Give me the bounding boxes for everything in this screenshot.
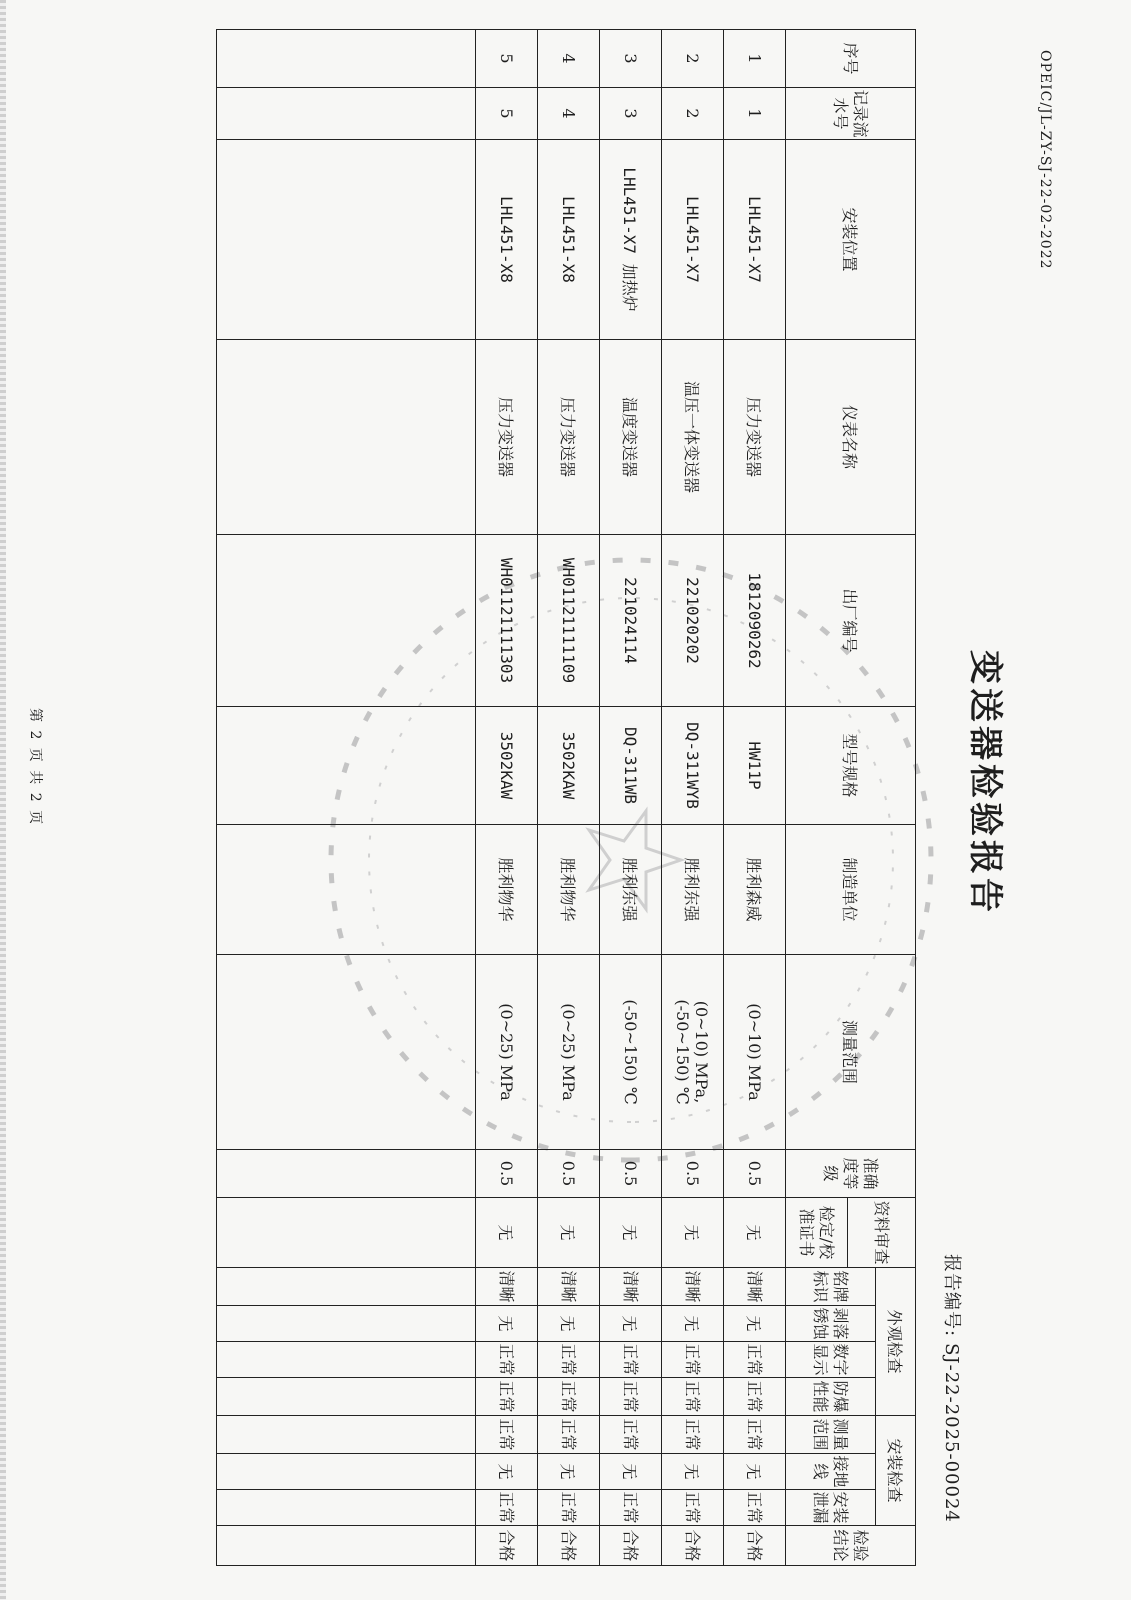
cell-leak: 正常 bbox=[538, 1490, 600, 1526]
report-title: 变送器检验报告 bbox=[965, 650, 1005, 916]
header-doc-review: 资料审查 bbox=[848, 1198, 916, 1268]
cell-location: LHL451-X8 bbox=[476, 140, 538, 340]
report-number-value: SJ-22-2025-00024 bbox=[941, 1343, 962, 1523]
cell-range bbox=[662, 955, 724, 1150]
range-line: (-50~150) ℃ bbox=[621, 999, 640, 1105]
cell-record-no: 1 bbox=[724, 88, 786, 140]
cell-model: 3502KAW bbox=[538, 707, 600, 825]
cell-serial-no: 221024114 bbox=[600, 535, 662, 707]
cell-certificate: 无 bbox=[476, 1198, 538, 1268]
cell-location: LHL451-X7 bbox=[662, 140, 724, 340]
cell-certificate: 无 bbox=[538, 1198, 600, 1268]
inspection-table bbox=[216, 29, 916, 1566]
header-nameplate: 铭牌标识 bbox=[786, 1268, 876, 1306]
cell-display: 正常 bbox=[538, 1342, 600, 1378]
header-leak: 安装泄漏 bbox=[786, 1490, 876, 1526]
cell-display: 正常 bbox=[662, 1342, 724, 1378]
cell-manufacturer: 胜利东强 bbox=[600, 825, 662, 955]
cell-manufacturer: 胜利东强 bbox=[662, 825, 724, 955]
cell-seq: 2 bbox=[662, 30, 724, 88]
cell-leak: 正常 bbox=[724, 1490, 786, 1526]
cell-display: 正常 bbox=[476, 1342, 538, 1378]
cell-corrosion: 无 bbox=[476, 1306, 538, 1342]
table-row bbox=[538, 30, 600, 1566]
cell-serial-no: WH01121111109 bbox=[538, 535, 600, 707]
cell-leak: 正常 bbox=[600, 1490, 662, 1526]
cell-ground: 无 bbox=[476, 1454, 538, 1490]
header-serial-no: 出厂编号 bbox=[786, 535, 916, 707]
header-certificate: 检定/校准证书 bbox=[786, 1198, 848, 1268]
header-model: 型号规格 bbox=[786, 707, 916, 825]
header-location: 安装位置 bbox=[786, 140, 916, 340]
cell-manufacturer: 胜利物华 bbox=[476, 825, 538, 955]
header-appearance: 外观检查 bbox=[876, 1268, 916, 1416]
document-code: OPEIC/JL-ZY-SJ-22-02-2022 bbox=[1037, 50, 1053, 270]
report-number-label: 报告编号: bbox=[941, 1254, 962, 1338]
table-row bbox=[662, 30, 724, 1566]
cell-model: DQ-311WB bbox=[600, 707, 662, 825]
table-empty-area bbox=[217, 30, 476, 1566]
cell-record-no: 4 bbox=[538, 88, 600, 140]
report-number bbox=[940, 1248, 966, 1523]
cell-instrument-name: 压力变送器 bbox=[724, 340, 786, 535]
header-accuracy: 准确度等级 bbox=[786, 1150, 916, 1198]
cell-seq: 3 bbox=[600, 30, 662, 88]
cell-nameplate: 清晰 bbox=[662, 1268, 724, 1306]
cell-meas-range: 正常 bbox=[476, 1416, 538, 1454]
range-line: (0~10) MPa bbox=[745, 1003, 764, 1101]
cell-meas-range: 正常 bbox=[724, 1416, 786, 1454]
cell-accuracy: 0.5 bbox=[724, 1150, 786, 1198]
range-line: (0~10) MPa, bbox=[692, 1000, 712, 1104]
header-seq: 序号 bbox=[786, 30, 916, 88]
cell-display: 正常 bbox=[724, 1342, 786, 1378]
header-meas-range: 测量范围 bbox=[786, 1416, 876, 1454]
cell-serial-no: 1812090262 bbox=[724, 535, 786, 707]
cell-conclusion: 合格 bbox=[538, 1526, 600, 1566]
cell-seq: 5 bbox=[476, 30, 538, 88]
range-line: (0~25) MPa bbox=[497, 1003, 516, 1101]
cell-leak: 正常 bbox=[476, 1490, 538, 1526]
header-explosion: 防爆性能 bbox=[786, 1378, 876, 1416]
cell-conclusion: 合格 bbox=[724, 1526, 786, 1566]
cell-range bbox=[476, 955, 538, 1150]
cell-seq: 1 bbox=[724, 30, 786, 88]
cell-conclusion: 合格 bbox=[662, 1526, 724, 1566]
cell-explosion: 正常 bbox=[662, 1378, 724, 1416]
page-footer: 第 2 页 共 2 页 bbox=[27, 708, 43, 827]
cell-instrument-name: 压力变送器 bbox=[476, 340, 538, 535]
cell-corrosion: 无 bbox=[538, 1306, 600, 1342]
cell-conclusion: 合格 bbox=[476, 1526, 538, 1566]
cell-corrosion: 无 bbox=[600, 1306, 662, 1342]
cell-accuracy: 0.5 bbox=[476, 1150, 538, 1198]
cell-corrosion: 无 bbox=[724, 1306, 786, 1342]
cell-seq: 4 bbox=[538, 30, 600, 88]
header-install-check: 安装检查 bbox=[876, 1416, 916, 1526]
cell-ground: 无 bbox=[724, 1454, 786, 1490]
cell-location: LHL451-X8 bbox=[538, 140, 600, 340]
cell-manufacturer: 胜利森威 bbox=[724, 825, 786, 955]
cell-instrument-name: 温压一体变送器 bbox=[662, 340, 724, 535]
header-range: 测量范围 bbox=[786, 955, 916, 1150]
cell-record-no: 2 bbox=[662, 88, 724, 140]
cell-explosion: 正常 bbox=[538, 1378, 600, 1416]
cell-meas-range: 正常 bbox=[538, 1416, 600, 1454]
cell-meas-range: 正常 bbox=[662, 1416, 724, 1454]
cell-range bbox=[538, 955, 600, 1150]
cell-certificate: 无 bbox=[600, 1198, 662, 1268]
header-conclusion: 检验结论 bbox=[786, 1526, 916, 1566]
table-row bbox=[724, 30, 786, 1566]
header-corrosion: 剥落锈蚀 bbox=[786, 1306, 876, 1342]
cell-serial-no: WH01121111303 bbox=[476, 535, 538, 707]
cell-nameplate: 清晰 bbox=[600, 1268, 662, 1306]
range-line: (-50~150) ℃ bbox=[673, 999, 693, 1105]
cell-range bbox=[600, 955, 662, 1150]
cell-leak: 正常 bbox=[662, 1490, 724, 1526]
cell-model: 3502KAW bbox=[476, 707, 538, 825]
cell-model: DQ-311WYB bbox=[662, 707, 724, 825]
cell-instrument-name: 温度变送器 bbox=[600, 340, 662, 535]
cell-nameplate: 清晰 bbox=[724, 1268, 786, 1306]
cell-location: LHL451-X7 加热炉 bbox=[600, 140, 662, 340]
cell-nameplate: 清晰 bbox=[538, 1268, 600, 1306]
cell-certificate: 无 bbox=[662, 1198, 724, 1268]
cell-instrument-name: 压力变送器 bbox=[538, 340, 600, 535]
cell-manufacturer: 胜利物华 bbox=[538, 825, 600, 955]
cell-ground: 无 bbox=[600, 1454, 662, 1490]
cell-certificate: 无 bbox=[724, 1198, 786, 1268]
cell-accuracy: 0.5 bbox=[662, 1150, 724, 1198]
cell-nameplate: 清晰 bbox=[476, 1268, 538, 1306]
cell-explosion: 正常 bbox=[600, 1378, 662, 1416]
header-manufacturer: 制造单位 bbox=[786, 825, 916, 955]
cell-conclusion: 合格 bbox=[600, 1526, 662, 1566]
cell-model: HW11P bbox=[724, 707, 786, 825]
cell-location: LHL451-X7 bbox=[724, 140, 786, 340]
cell-serial-no: 221020202 bbox=[662, 535, 724, 707]
cell-corrosion: 无 bbox=[662, 1306, 724, 1342]
table-row bbox=[600, 30, 662, 1566]
header-record-no: 记录流水号 bbox=[786, 88, 916, 140]
cell-accuracy: 0.5 bbox=[538, 1150, 600, 1198]
cell-meas-range: 正常 bbox=[600, 1416, 662, 1454]
cell-record-no: 3 bbox=[600, 88, 662, 140]
cell-accuracy: 0.5 bbox=[600, 1150, 662, 1198]
cell-display: 正常 bbox=[600, 1342, 662, 1378]
cell-explosion: 正常 bbox=[476, 1378, 538, 1416]
cell-record-no: 5 bbox=[476, 88, 538, 140]
table-row bbox=[476, 30, 538, 1566]
header-display: 数字显示 bbox=[786, 1342, 876, 1378]
cell-ground: 无 bbox=[662, 1454, 724, 1490]
cell-ground: 无 bbox=[538, 1454, 600, 1490]
cell-range bbox=[724, 955, 786, 1150]
header-instrument-name: 仪表名称 bbox=[786, 340, 916, 535]
cell-explosion: 正常 bbox=[724, 1378, 786, 1416]
range-line: (0~25) MPa bbox=[559, 1003, 578, 1101]
header-ground: 接地线 bbox=[786, 1454, 876, 1490]
